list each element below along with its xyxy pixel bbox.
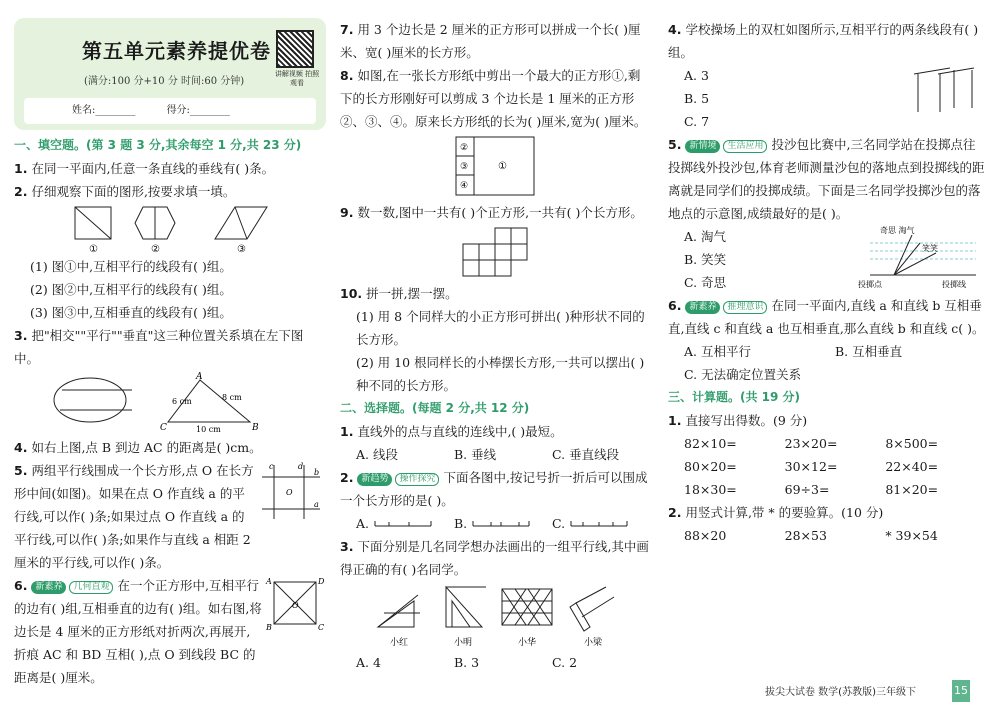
option[interactable]: A. 淘气 [684,229,726,244]
option[interactable]: C. 无法确定位置关系 [684,367,802,382]
tag-badge: 生活应用 [723,140,767,153]
exam-header [14,18,326,130]
option[interactable]: B. 笑笑 [684,252,727,267]
qr-caption: 讲解视频 拍照观看 [274,70,320,87]
question-text: 如图,在一张长方形纸中剪出一个最大的正方形①,剩下的长方形刚好可以剪成 3 个边长是 1 厘米的正方形②、③、④。原来长方形纸的长为( )厘米,宽为( )厘米。 [340,68,647,129]
svg-text:笑笑: 笑笑 [922,244,938,253]
question-text: 学校操场上的双杠如图所示,互相平行的两条线段有( )组。 [668,22,979,60]
calc-2 [668,501,986,524]
option[interactable]: C. 垂直线段 [552,447,620,462]
svg-text:c: c [269,462,274,471]
question-text: 下面各图中,按记号折一折后可以围成一个长方形的是( )。 [340,470,648,508]
question-number: 6. [668,298,682,313]
calc-item: 28×53 [784,528,827,543]
svg-text:O: O [292,601,299,610]
choice-6-options [668,340,986,363]
c3-figures [370,583,620,649]
tag-badge: 操作探究 [395,473,439,486]
tag-badge: 新素养 [31,581,66,594]
choice-5 [668,133,986,225]
question-2 [14,180,326,203]
q2-sub-3: (3) 图③中,互相垂直的线段有( )组。 [30,305,232,320]
parallel-bars-figure [910,64,980,116]
vertex-label: B [252,423,259,433]
exam-subtitle: (满分:100 分+10 分 时间:60 分钟) [84,76,245,87]
question-number: 4. [668,22,682,37]
question-7 [340,18,650,64]
option[interactable]: A. 线段 [356,447,398,462]
question-number: 3. [340,539,354,554]
question-text: 把"相交""平行""垂直"这三种位置关系填在左下图中。 [14,328,304,366]
tag-badge: 新素养 [685,301,720,314]
name-score-line [24,98,316,124]
calc-item: 8×500= [885,436,939,451]
question-text: 用 3 个边长是 2 厘米的正方形可以拼成一个长( )厘米、宽( )厘米的长方形。 [340,22,641,60]
option[interactable]: B. 3 [454,655,480,670]
question-number: 9. [340,205,354,220]
choice-4 [668,18,986,133]
question-text: 在同一平面内,直线 a 和直线 b 互相垂直,直线 c 和直线 a 也互相垂直,那么直线 b 和直线 c( )。 [668,298,985,336]
tag-badge: 几何直观 [69,581,113,594]
question-text: 投沙包比赛中,三名同学站在投掷点往投掷线外投沙包,体育老师测量沙包的落地点到投掷线的距离就是同学们的投掷成绩。下面是三名同学投掷沙包的落地点的示意图,成绩最好的是( )。 [668,137,985,221]
svg-text:小明: 小明 [454,638,473,648]
calc-item: 18×30= [684,482,737,497]
question-number: 5. [14,463,28,478]
question-text: 直线外的点与直线的连线中,( )最短。 [357,424,563,439]
choice-2 [340,466,650,512]
calc-item: 82×10= [684,436,737,451]
calc-item: 88×20 [684,528,727,543]
question-6 [14,574,326,689]
question-number: 7. [340,22,354,37]
calc-item: 69÷3= [784,482,830,497]
tag-badge: 新趋势 [357,473,392,486]
question-number: 10. [340,286,363,301]
score-label: 得分:________ [166,105,230,116]
option[interactable]: C. [552,512,650,535]
vertical-calc-grid [668,524,986,547]
question-number: 3. [14,328,28,343]
fig-label: ② [151,244,160,253]
page-number: 15 [952,680,970,702]
svg-text:小梁: 小梁 [584,638,603,648]
tag-badge: 推理意识 [723,301,767,314]
question-number: 2. [668,505,682,520]
question-3 [14,324,326,370]
question-number: 4. [14,440,28,455]
calc-1 [668,409,986,432]
choice-5-body [668,225,986,294]
question-number: 8. [340,68,354,83]
side-label: 10 cm [196,425,221,434]
question-5 [14,459,326,574]
calc-item: * 39×54 [885,528,938,543]
fold-strip-icon [569,518,629,528]
question-text: 如右上图,点 B 到边 AC 的距离是( )cm。 [31,440,262,455]
svg-text:投掷点: 投掷点 [858,280,882,289]
option[interactable]: B. 垂线 [454,447,497,462]
question-text: 仔细观察下面的图形,按要求填一填。 [31,184,236,199]
calc-item: 80×20= [684,459,737,474]
throw-figure [850,225,980,291]
side-label: 6 cm [172,397,192,406]
question-4 [14,436,326,459]
q2-figures [55,205,285,253]
footer-text: 拔尖大试卷 数学(苏教版)三年级下 [765,687,916,698]
question-number: 1. [14,161,28,176]
svg-text:d: d [298,462,304,471]
svg-text:O: O [286,488,293,497]
svg-text:小红: 小红 [390,638,409,648]
fig-label: ① [89,244,98,253]
fig-label: ③ [237,244,246,253]
section-fill-blank: 一、填空题。(第 3 题 3 分,其余每空 1 分,共 23 分) [14,138,302,152]
q10-sub-2: (2) 用 10 根同样长的小棒摆长方形,一共可以摆出( )种不同的长方形。 [356,355,645,393]
section-calculation: 三、计算题。(共 19 分) [668,390,801,404]
choice-1 [340,420,650,443]
question-number: 1. [668,413,682,428]
qr-code-icon [276,30,314,68]
choice-3 [340,535,650,581]
q2-sub-1: (1) 图①中,互相平行的线段有( )组。 [30,259,232,274]
q8-figure [450,135,540,199]
vertex-label: C [160,423,167,433]
option[interactable]: C. 奇思 [684,275,727,290]
q5-figure [260,461,322,523]
option[interactable]: B. 互相垂直 [835,344,903,359]
option[interactable]: C. 7 [684,114,710,129]
column-left [14,18,326,689]
question-text: 两组平行线围成一个长方形,点 O 在长方形中间(如图)。如果在点 O 作直线 a 的平行线,可以作( )条;如果过点 O 作直线 a 的平行线,可以作( )条;如果作与直线 a 相距 2 厘米的平行线,可以作( )条。 [14,463,254,570]
name-label: 姓名:________ [72,105,136,116]
q3-figures [50,372,290,434]
svg-text:C: C [318,623,324,632]
column-middle [340,18,650,674]
side-label: 8 cm [222,393,242,402]
q9-figure [455,226,535,280]
fold-strip-icon [373,518,433,528]
question-8 [340,64,650,133]
question-text: 在同一平面内,任意一条直线的垂线有( )条。 [31,161,275,176]
q2-sub-2: (2) 图②中,互相平行的线段有( )组。 [30,282,232,297]
option[interactable]: A. 4 [356,655,381,670]
svg-text:小华: 小华 [518,638,537,648]
svg-text:a: a [314,500,319,509]
option[interactable]: B. [454,512,552,535]
q6-figure [264,576,324,632]
vertex-label: A [196,372,203,382]
question-text: 下面分别是几名同学想办法画出的一组平行线,其中画得正确的有( )名同学。 [340,539,649,577]
question-9 [340,201,650,224]
svg-text:③: ③ [460,162,469,172]
column-right [668,18,986,547]
question-number: 2. [14,184,28,199]
option[interactable]: C. 2 [552,655,578,670]
choice-1-options [340,443,650,466]
calc-item: 22×40= [885,459,939,474]
choice-2-options [340,512,650,535]
fold-strip-icon [471,518,531,528]
svg-text:④: ④ [460,181,469,191]
question-text: 在一个正方形中,互相平行的边有( )组,互相垂直的边有( )组。如右图,将边长是 4 厘米的正方形纸对折两次,再展开,折痕 AC 和 BD 互相( ),点 O 到线段 BC 的距离是( )厘米。 [14,578,262,685]
svg-text:②: ② [460,143,469,153]
question-number: 2. [340,470,354,485]
choice-3-options [340,651,650,674]
question-number: 5. [668,137,682,152]
svg-text:A: A [266,577,272,586]
svg-text:投掷线: 投掷线 [942,280,966,289]
svg-text:B: B [266,623,272,632]
option[interactable]: A. 互相平行 [684,344,751,359]
question-number: 1. [340,424,354,439]
question-10 [340,282,650,305]
tag-badge: 新情境 [685,140,720,153]
calc-grid [668,432,986,501]
q10-sub-1: (1) 用 8 个同样大的小正方形可拼出( )种形状不同的长方形。 [356,309,645,347]
question-text: 数一数,图中一共有( )个正方形,一共有( )个长方形。 [357,205,643,220]
question-number: 6. [14,578,28,593]
question-text: 拼一拼,摆一摆。 [366,286,458,301]
calc-item: 81×20= [885,482,939,497]
section-choice: 二、选择题。(每题 2 分,共 12 分) [340,401,530,415]
question-1 [14,157,326,180]
option[interactable]: A. 3 [684,68,709,83]
question-text: 用竖式计算,带 * 的要验算。(10 分) [685,505,884,520]
calc-item: 23×20= [784,436,838,451]
option[interactable]: A. [356,512,454,535]
question-text: 直接写出得数。(9 分) [685,413,808,428]
svg-text:①: ① [498,161,507,172]
option[interactable]: B. 5 [684,91,710,106]
page-title: 第五单元素养提优卷 [82,39,271,63]
svg-text:奇思 淘气: 奇思 淘气 [880,226,915,235]
svg-text:b: b [314,468,320,477]
choice-6 [668,294,986,340]
svg-text:D: D [318,577,324,586]
calc-item: 30×12= [784,459,838,474]
